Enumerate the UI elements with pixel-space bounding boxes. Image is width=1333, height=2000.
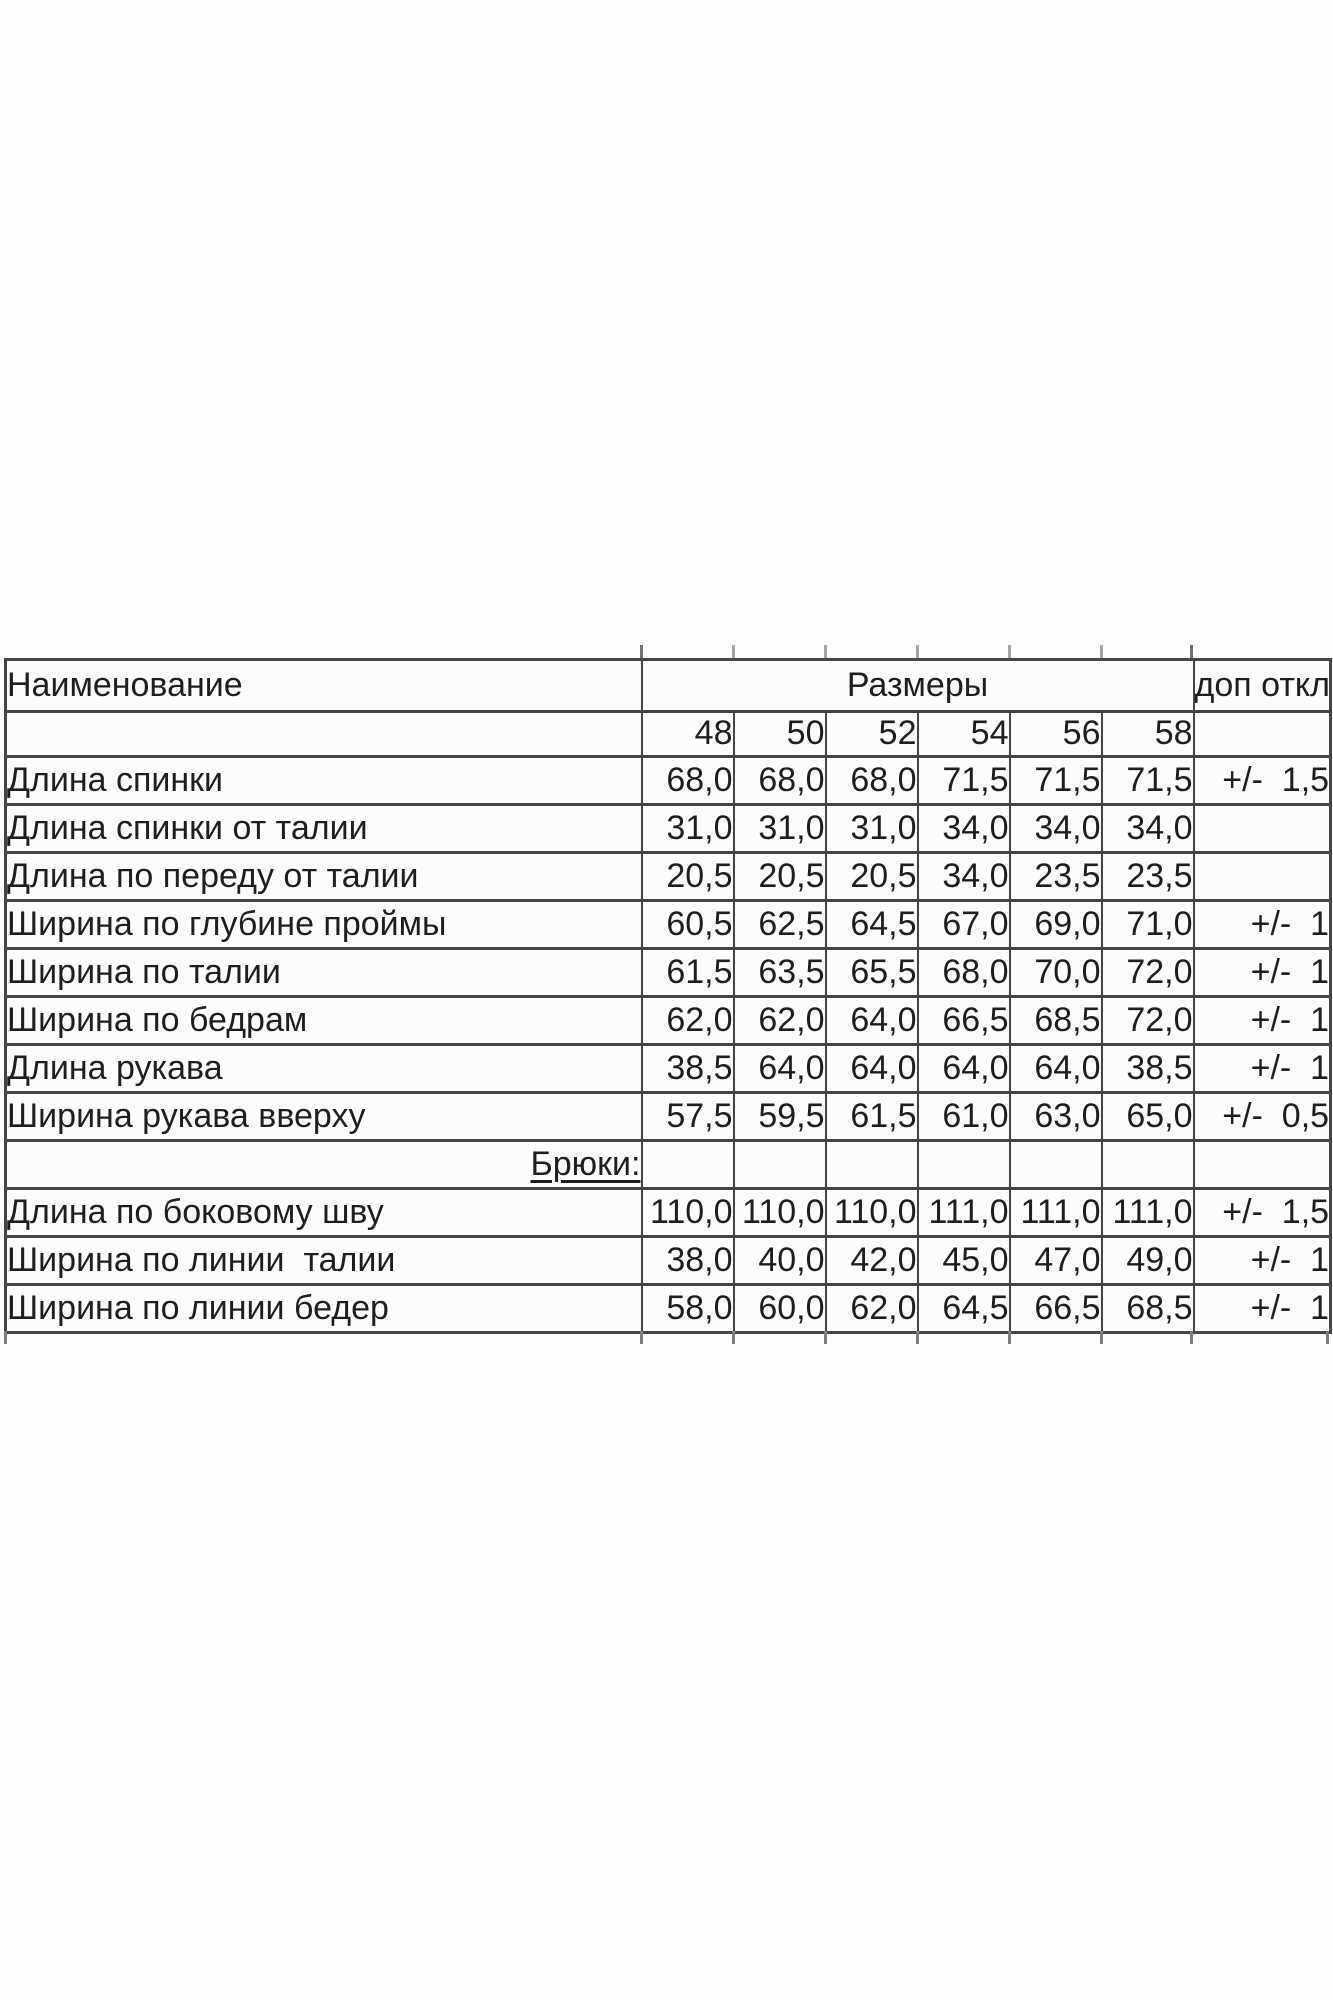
deviation-value	[1194, 1141, 1331, 1189]
measurement-value: 71,5	[918, 757, 1010, 805]
measurement-value: 62,0	[734, 997, 826, 1045]
deviation-value: +/- 1	[1194, 949, 1331, 997]
deviation-value: +/- 1	[1194, 1285, 1331, 1333]
measurement-value: 42,0	[826, 1237, 918, 1285]
measurement-value: 68,0	[826, 757, 918, 805]
grid-stub	[824, 1331, 827, 1344]
measurement-value: 67,0	[918, 901, 1010, 949]
table-row	[6, 997, 1331, 1045]
measurement-label: Ширина по талии	[6, 949, 642, 997]
grid-stub	[1100, 645, 1103, 658]
measurement-label: Длина рукава	[6, 1045, 642, 1093]
measurement-value: 34,0	[918, 805, 1010, 853]
deviation-value: +/- 1,5	[1194, 757, 1331, 805]
measurement-value: 65,0	[1102, 1093, 1194, 1141]
deviation-value: +/- 0,5	[1194, 1093, 1331, 1141]
measurement-value: 31,0	[734, 805, 826, 853]
measurement-value: 69,0	[1010, 901, 1102, 949]
deviation-value: +/- 1	[1194, 901, 1331, 949]
deviation-value: +/- 1	[1194, 997, 1331, 1045]
measurement-value: 20,5	[734, 853, 826, 901]
measurement-label: Ширина по бедрам	[6, 997, 642, 1045]
measurement-value: 68,5	[1010, 997, 1102, 1045]
size-chart-table	[4, 658, 1332, 1334]
measurement-value	[826, 1141, 918, 1189]
grid-stub	[4, 1331, 7, 1344]
table-row	[6, 1237, 1331, 1285]
grid-stub	[916, 1331, 919, 1344]
column-header-deviation: доп откл	[1194, 660, 1331, 712]
deviation-value	[1194, 853, 1331, 901]
size-54: 54	[918, 712, 1010, 757]
measurement-value: 20,5	[642, 853, 734, 901]
measurement-value: 110,0	[734, 1189, 826, 1237]
empty-cell	[1194, 712, 1331, 757]
measurement-value: 63,0	[1010, 1093, 1102, 1141]
grid-stub	[1008, 645, 1011, 658]
grid-stub	[1190, 645, 1193, 658]
grid-stub	[916, 645, 919, 658]
measurement-value: 64,0	[826, 1045, 918, 1093]
section-label: Брюки:	[6, 1141, 642, 1189]
measurement-label: Ширина рукава вверху	[6, 1093, 642, 1141]
measurement-value: 64,5	[826, 901, 918, 949]
table-row	[6, 1189, 1331, 1237]
size-58: 58	[1102, 712, 1194, 757]
measurement-label: Ширина по линии талии	[6, 1237, 642, 1285]
table-row	[6, 805, 1331, 853]
measurement-value: 63,5	[734, 949, 826, 997]
measurement-value: 60,0	[734, 1285, 826, 1333]
measurement-value: 64,0	[918, 1045, 1010, 1093]
measurement-value: 61,5	[826, 1093, 918, 1141]
column-header-sizes: Размеры	[642, 660, 1194, 712]
table-row	[6, 757, 1331, 805]
measurement-value: 111,0	[1102, 1189, 1194, 1237]
measurement-value	[642, 1141, 734, 1189]
size-50: 50	[734, 712, 826, 757]
measurement-value: 23,5	[1102, 853, 1194, 901]
measurement-value	[1010, 1141, 1102, 1189]
measurement-value: 71,5	[1102, 757, 1194, 805]
deviation-value: +/- 1,5	[1194, 1189, 1331, 1237]
table-row	[6, 853, 1331, 901]
measurement-value: 62,0	[642, 997, 734, 1045]
size-52: 52	[826, 712, 918, 757]
measurement-value: 38,5	[1102, 1045, 1194, 1093]
measurement-value: 64,0	[826, 997, 918, 1045]
measurement-value: 66,5	[1010, 1285, 1102, 1333]
deviation-value: +/- 1	[1194, 1237, 1331, 1285]
grid-stub	[640, 645, 643, 658]
measurement-label: Ширина по линии бедер	[6, 1285, 642, 1333]
measurement-value: 68,0	[918, 949, 1010, 997]
measurement-value: 47,0	[1010, 1237, 1102, 1285]
measurement-value: 111,0	[1010, 1189, 1102, 1237]
measurement-value: 68,0	[642, 757, 734, 805]
measurement-value: 34,0	[1102, 805, 1194, 853]
size-numbers-row	[6, 712, 1331, 757]
measurement-value: 62,5	[734, 901, 826, 949]
measurement-value: 57,5	[642, 1093, 734, 1141]
size-48: 48	[642, 712, 734, 757]
measurement-value: 68,5	[1102, 1285, 1194, 1333]
measurement-value: 23,5	[1010, 853, 1102, 901]
measurement-value: 72,0	[1102, 997, 1194, 1045]
measurement-value: 38,0	[642, 1237, 734, 1285]
table-row	[6, 1141, 1331, 1189]
grid-stub	[732, 645, 735, 658]
deviation-value: +/- 1	[1194, 1045, 1331, 1093]
measurement-value: 49,0	[1102, 1237, 1194, 1285]
table-row	[6, 1285, 1331, 1333]
grid-stub	[1100, 1331, 1103, 1344]
measurement-label: Длина спинки от талии	[6, 805, 642, 853]
measurement-label: Длина по переду от талии	[6, 853, 642, 901]
measurement-value: 20,5	[826, 853, 918, 901]
measurement-value: 40,0	[734, 1237, 826, 1285]
grid-stub	[1190, 1331, 1193, 1344]
grid-stub	[640, 1331, 643, 1344]
measurement-value	[734, 1141, 826, 1189]
measurement-value: 111,0	[918, 1189, 1010, 1237]
grid-stub	[1326, 1331, 1329, 1344]
grid-stub	[824, 645, 827, 658]
table-row	[6, 901, 1331, 949]
measurement-value: 72,0	[1102, 949, 1194, 997]
measurement-value: 31,0	[642, 805, 734, 853]
measurement-value: 59,5	[734, 1093, 826, 1141]
measurement-value: 60,5	[642, 901, 734, 949]
measurement-value: 64,5	[918, 1285, 1010, 1333]
measurement-label: Ширина по глубине проймы	[6, 901, 642, 949]
measurement-label: Длина спинки	[6, 757, 642, 805]
measurement-label: Длина по боковому шву	[6, 1189, 642, 1237]
table-row	[6, 949, 1331, 997]
size-56: 56	[1010, 712, 1102, 757]
grid-stub	[732, 1331, 735, 1344]
measurement-value: 61,0	[918, 1093, 1010, 1141]
deviation-value	[1194, 805, 1331, 853]
measurement-value: 65,5	[826, 949, 918, 997]
measurement-value: 31,0	[826, 805, 918, 853]
column-header-name: Наименование	[6, 660, 642, 712]
measurement-value: 45,0	[918, 1237, 1010, 1285]
measurement-value: 68,0	[734, 757, 826, 805]
header-row	[6, 660, 1331, 712]
measurement-value: 62,0	[826, 1285, 918, 1333]
measurement-value	[918, 1141, 1010, 1189]
measurement-value: 38,5	[642, 1045, 734, 1093]
measurement-value: 110,0	[642, 1189, 734, 1237]
grid-stub	[1008, 1331, 1011, 1344]
empty-cell	[6, 712, 642, 757]
measurement-value: 34,0	[1010, 805, 1102, 853]
measurement-value: 71,5	[1010, 757, 1102, 805]
measurement-value: 71,0	[1102, 901, 1194, 949]
measurement-value: 34,0	[918, 853, 1010, 901]
measurement-value: 58,0	[642, 1285, 734, 1333]
table-row	[6, 1093, 1331, 1141]
measurement-value	[1102, 1141, 1194, 1189]
table-row	[6, 1045, 1331, 1093]
measurement-value: 64,0	[734, 1045, 826, 1093]
measurement-value: 61,5	[642, 949, 734, 997]
measurement-value: 64,0	[1010, 1045, 1102, 1093]
measurement-value: 66,5	[918, 997, 1010, 1045]
measurement-value: 110,0	[826, 1189, 918, 1237]
measurement-value: 70,0	[1010, 949, 1102, 997]
